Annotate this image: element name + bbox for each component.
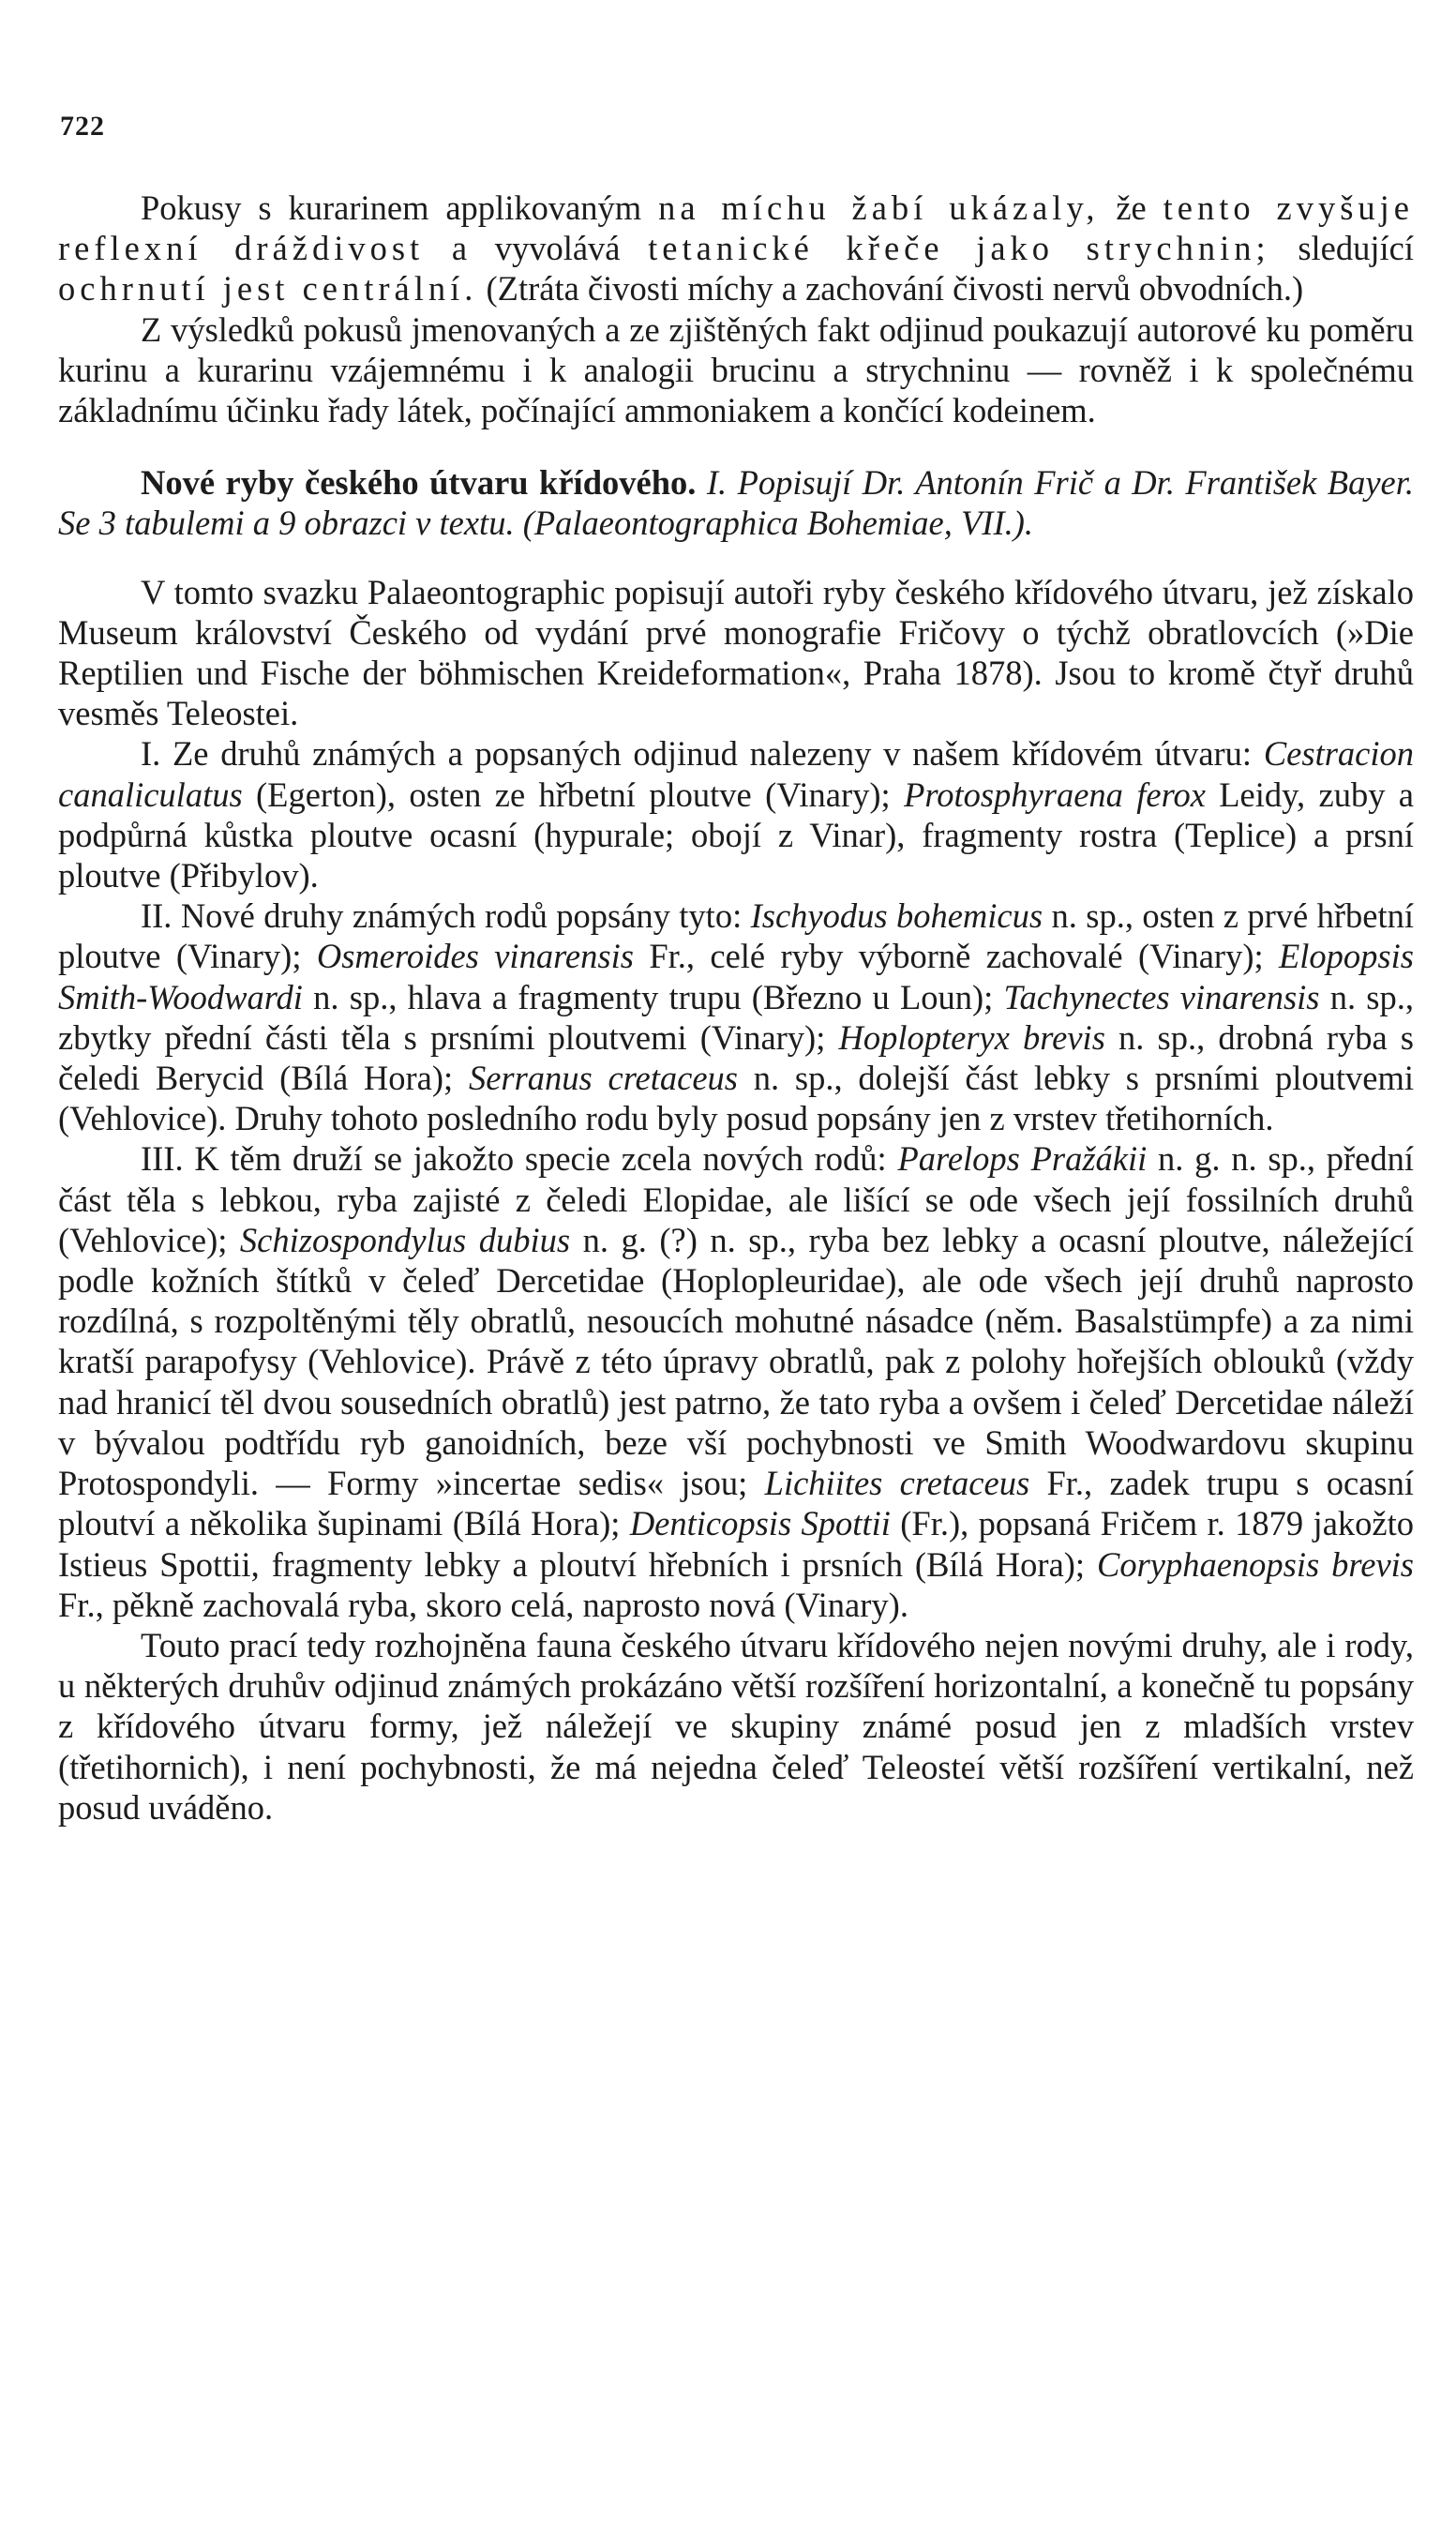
text-run: I. Ze druhů známých a popsaných odjinud nalezeny v našem křídovém útvaru:: [141, 734, 1253, 774]
species-name: Protosphyraena ferox: [904, 775, 1206, 814]
text-run: n. g. (?) n. sp., ryba bez lebky a ocasní ploutve, náležející podle kožních štítků v čeleď Dercetidae (Hoplopleuridae), ale ode všech její druhů naprosto rozdílná, s rozpoltěnými těly obratlů, nesoucích mohutné násadce (něm. Basalstümpfe) a za nimi kratší parapofysy (Vehlovice). Právě z této úpravy obratlů, pak z polohy hořejších oblouků (vždy nad hranicí těl dvou sousedních obratlů) jest patrno, že tato ryba a ovšem i čeleď Dercetidae náleží v bývalou podtřídu ryb ganoidních, beze vší pochybnosti ve Smith Woodwardovu skupinu Protospondyli. — Formy »incertae sedis« jsou;: [58, 1220, 1414, 1503]
species-name: Ischyodus bohemicus: [750, 896, 1043, 936]
species-name: Cestracion canaliculatus: [58, 734, 1415, 814]
species-name: Tachynectes vinarensis: [1003, 977, 1320, 1016]
text-run: III. K těm druží se jakožto specie zcela nových rodů:: [141, 1139, 887, 1179]
paragraph-kurarin: [58, 188, 1414, 309]
text-run: a vyvolává: [451, 229, 621, 268]
text-run: n. sp., drobná ryba s čeledi Berycid (Bílá Hora);: [58, 1017, 1415, 1098]
species-name: Elopopsis Smith-Woodwardi: [58, 937, 1414, 1016]
page-number: 722: [60, 111, 105, 142]
text-run: n. sp., hlava a fragmenty trupu (Březno u Loun);: [313, 977, 994, 1016]
paragraph-new-genera: [58, 1138, 1414, 1624]
species-name: Denticopsis Spottii: [629, 1504, 891, 1543]
species-name: Serranus cretaceus: [468, 1059, 738, 1098]
article-title: Nové ryby českého útvaru křídového.: [141, 463, 697, 503]
text-run: n. sp., zbytky přední části těla s prsními ploutvemi (Vinary);: [58, 977, 1415, 1057]
species-name: Lichiites cretaceus: [764, 1464, 1030, 1503]
spaced-text: ochrnutí jest centrální.: [58, 269, 478, 308]
text-run: Fr., celé ryby výborně zachovalé (Vinary);: [649, 937, 1264, 976]
species-name: Schizospondylus dubius: [239, 1220, 571, 1259]
spaced-text: tento zvyšuje reflexní dráždivost: [58, 188, 1415, 268]
text-run: Fr., zadek trupu s ocasní ploutví a několika šupinami (Bílá Hora);: [58, 1464, 1415, 1543]
text-run: (Egerton), osten ze hřbetní ploutve (Vinary);: [256, 775, 891, 814]
paragraph-conclusion: Touto prací tedy rozhojněna fauna českého útvaru křídového nejen novými druhy, ale i rody, u některých druhův odjinud známých prokázáno větší rozšíření horizontalní, a konečně tu popsány z křídového útvaru formy, jež náležejí ve skupiny známé posud jen z mladších vrstev (třetihornich), i není pochybnosti, že má nejedna čeleď Teleosteí větší rozšíření vertikalní, než posud uváděno.: [58, 1625, 1414, 1827]
text-run: (Fr.), popsaná Fričem r. 1879 jakožto Istieus Spottii, fragmenty lebky a ploutví hřebních i prsních (Bílá Hora);: [58, 1504, 1414, 1584]
article-authors-source: I. Popisují Dr. Antonín Frič a Dr. František Bayer. Se 3 tabulemi a 9 obrazci v textu. (Palaeontographica Bohemiae, VII.).: [58, 463, 1415, 543]
text-run: (Ztráta čivosti míchy a zachování čivosti nervů obvodních.): [486, 269, 1304, 308]
spaced-text: tetanické křeče jako strychnin;: [648, 229, 1270, 268]
text-run: n. sp., dolejší část lebky s prsními ploutvemi (Vehlovice). Druhy tohoto posledního rodu byly posud popsány jen z vrstev třetihorních.: [58, 1059, 1415, 1138]
paragraph-results: Z výsledků pokusů jmenovaných a ze zjištěných fakt odjinud poukazují autorové ku poměru kurinu a kurarinu vzájemnému i k analogii brucinu a strychninu — rovněž i k společnému základnímu účinku řady látek, počínající ammoniakem a končící kodeinem.: [58, 309, 1414, 430]
text-run: Fr., pěkně zachovalá ryba, skoro celá, naprosto nová (Vinary).: [58, 1585, 908, 1624]
text-run: n. sp., osten z prvé hřbetní ploutve (Vinary);: [58, 896, 1414, 976]
text-run: II. Nové druhy známých rodů popsány tyto:: [141, 896, 743, 936]
species-name: Parelops Pražákii: [897, 1139, 1148, 1179]
article-heading: [58, 462, 1414, 543]
species-name: Hoplopteryx brevis: [838, 1017, 1105, 1057]
text-run: n. g. n. sp., přední část těla s lebkou, ryba zajisté z čeledi Elopidae, ale lišící se ode všech její fossilních druhů (Vehlovice);: [58, 1139, 1415, 1259]
text-run: že: [1116, 188, 1147, 227]
species-name: Osmeroides vinarensis: [316, 937, 634, 976]
species-name: Coryphaenopsis brevis: [1096, 1544, 1414, 1584]
spaced-text: na míchu žabí ukázaly,: [658, 188, 1100, 227]
paragraph-known-species: [58, 733, 1414, 895]
text-run: sledující: [1298, 229, 1414, 268]
text-run: Pokusy s kurarinem applikovaným: [141, 188, 642, 227]
page-body: [58, 188, 1414, 1828]
paragraph-new-species: [58, 895, 1414, 1138]
paragraph-intro: V tomto svazku Palaeontographic popisují autoři ryby českého křídového útvaru, jež získalo Museum království Českého od vydání prvé monografie Fričovy o týchž obratlovcích (»Die Reptilien und Fische der böhmischen Kreideformation«, Praha 1878). Jsou to kromě čtyř druhů vesměs Teleostei.: [58, 572, 1414, 733]
text-run: Leidy, zuby a podpůrná kůstka ploutve ocasní (hypurale; obojí z Vinar), fragmenty rostra (Teplice) a prsní ploutve (Přibylov).: [58, 775, 1415, 895]
